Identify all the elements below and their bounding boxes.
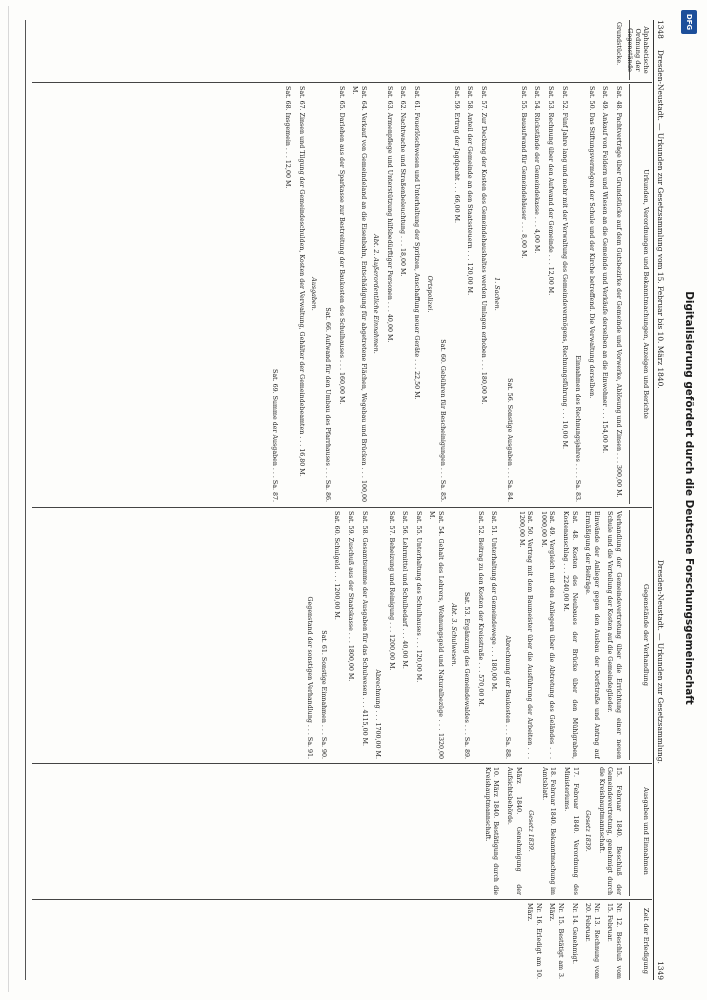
running-header [653,20,666,980]
entry: 17. Februar 1840. Verordnung des Ministeriums. [563,767,579,895]
entry-total: Abrechnung der Baukosten . . . Sa. 88. [504,635,512,759]
entry: Sat. 59. Zuschuß aus der Staatskasse . . . 1800,00 M. [346,511,354,682]
section-heading: Abt. 2. Außerordentliche Einnahmen. [372,234,380,354]
entry: Sat. 61. Feuerlöschwesen und Unterhaltung der Spritzen, Anschaffung neuer Geräte . . . 22,50 M. [413,86,421,400]
page-number-left: 1348 [656,20,665,39]
column-rule [32,763,652,764]
subjects-column [32,22,622,80]
entry-date: Gesetz 1839. [527,810,535,852]
entry: Sat. 50. Vertrag mit dem Baumeister über die Ausführung der Arbeiten . . . 1200,00 M. [517,511,534,759]
column-rule [32,507,652,508]
entry: Verhandlung der Gemeindevertretung über die Errichtung einer neuen Schule und die Verteilung der Kosten auf die Gemeindeglieder. [606,511,622,759]
column-header-revenues: Ausgaben und Einnahmen [629,766,650,896]
entry: Sat. 60. Schulgeld . . . 1200,00 M. [333,511,341,620]
entry: Sat. 58. Anteil der Gemeinde an den Staatssteuern . . . 120,00 M. [466,86,474,296]
entry: Sat. 55. Bauaufwand für Gemeindehäuser . . . 8,00 M. [519,86,527,259]
entry-total: Gegenstand der sonstigen Verhandlung . . . Sa. 91. [306,596,314,759]
matters-column [22,511,622,759]
entry-total: Sat. 60. Gebühren für Bescheinigungen . . . Sa. 85. [439,339,447,502]
entry: Sat. 54. Rückstände der Gemeindekasse . . . 4,00 M. [533,86,541,254]
dfg-logo: DFG [681,10,697,34]
entry-date: Gesetz 1839. [584,810,592,852]
column-header-matters: Gegenstände der Verhandlung [629,510,650,760]
column-header-settlement: Zeit der Erledigung [629,902,650,980]
entry: Sat. 49. Vergleich mit den Anliegern über die Abtretung des Geländes . . . 1000,00 M. [539,511,556,759]
entry: Sat. 53. Rechnung über den Aufwand der Gemeinde . . . 12,00 M. [547,86,555,296]
entry: Einwände der Anlieger gegen den Ausbau der Dorfstraße und Antrag auf Ermäßigung der Beiträge. [584,511,600,759]
settlement-column [22,903,622,979]
header-title-left: Dresden-Neustadt. — Urkunden zur Gesetzsammlung vom 15. Februar bis 10. März 1840. [656,50,665,389]
section-heading: Ortspolizei. [425,275,433,313]
page-number-right: 1349 [656,961,665,980]
header-title-right: Dresden-Neustadt. — Urkunden zur Gesetzsammlung. [656,560,665,764]
entry: Sat. 62. Nachtwache und Straßenbeleuchtung . . . 18,00 M. [399,86,407,277]
watermark-text: Digitalisierung gefördert durch die Deutsche Forschungsgemeinschaft [683,291,695,705]
entry: Sat. 49. Ankauf von Feldern und Wiesen an die Gemeinde und Verkäufe derselben an die Einwohner . . . 154,00 M. [601,86,609,454]
entry: Sat. 52. Fünf Jahre lang und mehr mit der Verwaltung des Gemeindevermögens, Rechnungsführung . . . 10,00 M. [560,86,568,450]
entry: Sat. 48. Kosten des Neubaues der Brücke über den Mühlgraben, Kostenanschlag . . . 2240,00 M. [562,511,578,759]
entry: Sat. 52. Beitrag zu den Kosten der Kreisstraße . . . 570,00 M. [476,511,484,707]
entry: Sat. 56. Lehrmittel und Schulbedarf . . . 40,00 M. [401,511,409,669]
entry: 18. Februar 1840. Bekanntmachung im Amtsblatt. [540,767,557,895]
entry: Sat. 64. Verkauf von Gemeindeland an die Eisenbahn, Entschädigung für abgetretene Flächen, Wegebau und Brücken . . . 100,00 M. [351,86,367,502]
entry-total: Abrechnung . . . 1700,00 M. [374,669,382,759]
entry-total: Sat. 69. Summe der Ausgaben . . . Sa. 87. [270,369,278,502]
entry: Sat. 65. Darlehen aus der Sparkasse zur Bestreitung der Baukosten des Schulhauses . . . 160,00 M. [337,86,345,405]
entry: Sat. 68. Insgemein . . . 12,00 M. [284,86,292,189]
revenues-column [22,767,622,895]
entry: Sat. 54. Gehalt des Lehrers, Wohnungsgeld und Naturalbezüge . . . 1320,00 M. [428,511,445,759]
entry-total: Sat. 56. Sonstige Ausgaben . . . Sa. 84. [506,378,514,502]
entry: Sat. 63. Armenpflege und Unterstützung hilfsbedürftiger Personen . . . 40,00 M. [385,86,393,343]
entry-total: Sat. 61. Sonstige Einnahmen . . . Sa. 90. [319,630,327,759]
entry: Sat. 48. Pachtverträge über Grundstücke auf dem Gutsbezirke der Gemeinde und Vorwerke, Ablösung und Zinsen . . . 300,00 M. [615,86,622,498]
entry: Nr. 15. Bestätigt am 3. März. [548,903,565,979]
column-header-subjects: Alphabetische Ordnung der Gegenstände [629,20,650,80]
entry: Sat. 55. Unterhaltung des Schulhauses . . . 120,00 M. [414,511,422,683]
entry: Nr. 14. Genehmigt. [570,903,578,964]
entry: Nr. 12. Beschluß vom 15. Februar. [606,903,622,979]
rotated-document [16,20,666,980]
entry: Sat. 50. Das Stiftungsvermögen der Schule und der Kirche betreffend. Die Verwaltung derselben. [587,86,595,399]
entry: Sat. 59. Ertrag der Jagdpacht . . . 66,00 M. [452,86,460,224]
entry: März 1840. Genehmigung der Aufsichtsbehörde. [506,767,522,895]
section-heading: Ausgaben. [310,277,318,311]
bottom-rule [25,20,26,980]
section-heading: Abt. 3. Schulwesen. [449,603,457,667]
entry-total: Sat. 53. Ergänzung des Gemeindewaldes . . . Sa. 89. [463,591,471,759]
entry: 10. März 1840. Bestätigung durch die Kreishauptmannschaft. [483,767,500,895]
entry: Sat. 67. Zinsen und Tilgung der Gemeindeschulden, Kosten der Verwaltung, Gehälter der Gemeindebeamten . . . 16,80 M. [297,86,305,477]
column-header-documents: Urkunden, Verordnungen und Bekanntmachungen, Anzeigen und Berichte [629,84,650,504]
column-rule [32,82,652,83]
dfg-watermark [679,8,699,988]
entry: Sat. 58. Gesamtsumme der Ausgaben für das Schulwesen . . . 4115,00 M. [360,511,368,747]
subject-label: Grundstücke. [615,22,622,66]
column-rule [32,899,652,900]
section-heading: 1. Sachen. [492,277,500,311]
documents-column [22,86,622,502]
entry: 15. Februar 1840. Beschluß der Gemeindevertretung, genehmigt durch die Kreishauptmannschaft. [597,767,622,895]
entry-total: Einnahmen des Rechnungsjahres . . . . Sa. 83. [574,355,582,502]
entry: Sat. 51. Unterhaltung der Gemeindewege . . . 180,00 M. [490,511,498,692]
entry: Nr. 13. Rechnung vom 20. Februar. [584,903,600,979]
entry: Nr. 16. Erledigt am 10. März. [526,903,542,979]
entry: Sat. 57. Zur Deckung der Kosten des Gemeindehaushaltes werden Umlagen erhoben . . . 180,00 M. [480,86,488,405]
entry: Sat. 57. Beheizung und Reinigung . . . 1200,00 M. [387,511,395,671]
entry-total: Sat. 66. Aufwand für den Umbau des Pfarrhauses . . . Sa. 86. [323,307,331,502]
